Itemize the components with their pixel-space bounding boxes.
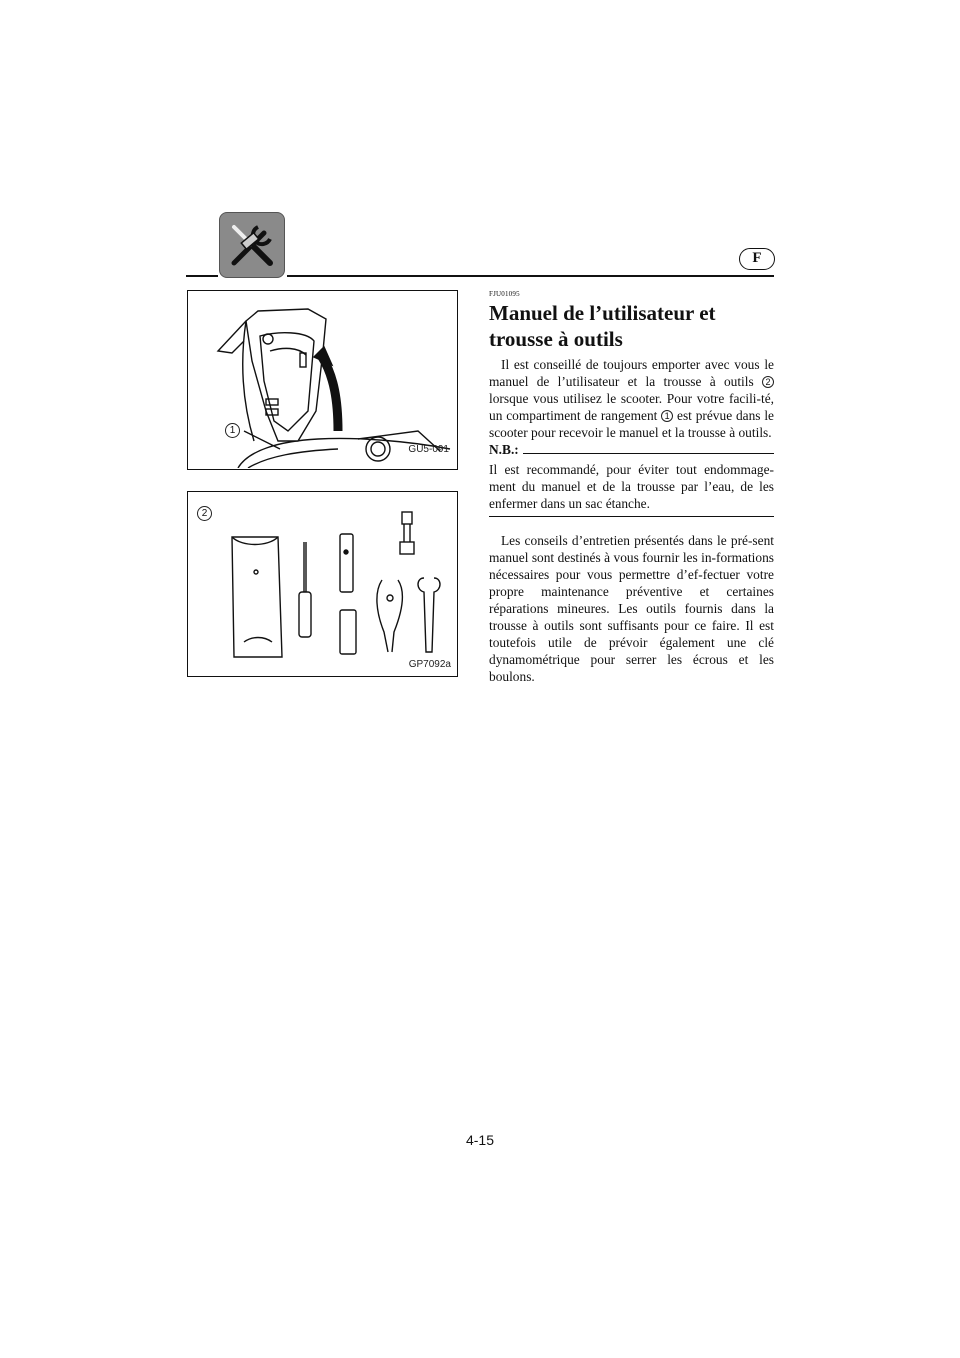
paragraph-maintenance: Les conseils d’entretien présentés dans le pré-sent manuel sont destinés à vous fournir les in-formations nécessaires pour vous permettre d’ef-fectuer votre propre maintenance préventive et certaines réparations mineures. Les outils fournis dans la trousse à outils sont suffisants pour ce faire. Il est toutefois utile de prévoir également une clé dynamométrique pour serrer les écrous et les boulons.: [489, 533, 774, 684]
header-rule-right: [287, 275, 774, 277]
section-title: Manuel de l’utilisateur et trousse à outils: [489, 301, 716, 351]
paragraph-intro: [489, 356, 774, 441]
header-rule-left: [186, 275, 218, 277]
ref-callout-2: 2: [762, 376, 774, 388]
note-label: N.B.:: [489, 442, 519, 457]
page-number: 4-15: [465, 1132, 495, 1148]
callout-1: 1: [225, 423, 240, 438]
figure-code: GP7092a: [408, 659, 451, 670]
note-text: Il est recommandé, pour éviter tout endommage-ment du manuel et de la trousse par l’eau, de les enfermer dans un sac étanche.: [489, 461, 774, 517]
paragraph-text: lorsque vous utilisez le scooter. Pour votre facili-té, un compartiment de rangement: [489, 391, 774, 423]
language-badge: F: [739, 248, 775, 270]
tool-kit-figure: [187, 491, 458, 677]
ref-callout-1: 1: [661, 410, 673, 422]
figure-code: GU5-091: [408, 444, 449, 455]
tool-kit-illustration: [188, 492, 456, 675]
note-rule: [523, 453, 774, 454]
storage-compartment-illustration: [188, 291, 456, 468]
paragraph-text: est prévue dans le scooter pour recevoir le manuel et la trousse à outils.: [489, 408, 774, 440]
section-code: FJU01095: [489, 290, 520, 298]
note-header: [489, 441, 774, 458]
storage-compartment-figure: [187, 290, 458, 470]
callout-2: 2: [197, 506, 212, 521]
maintenance-tools-icon: [219, 212, 285, 278]
paragraph-text: Il est conseillé de toujours emporter avec vous le manuel de l’utilisateur et la trousse à outils: [489, 357, 774, 389]
text-column: [489, 290, 774, 685]
